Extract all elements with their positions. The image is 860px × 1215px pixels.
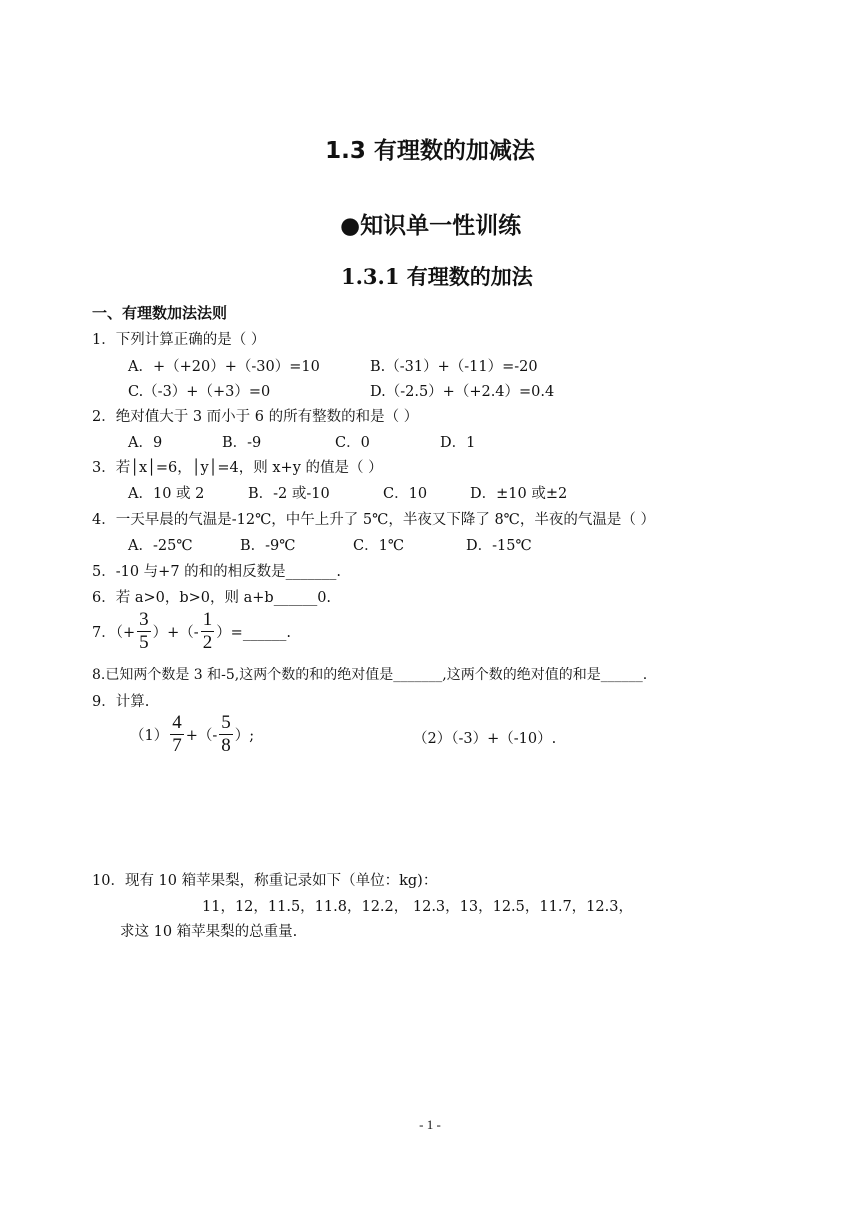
q10-question: 求这 10 箱苹果梨的总重量. <box>120 924 298 940</box>
q7-fraction-2-numerator: 1 <box>202 609 213 630</box>
question-1: 1．下列计算正确的是（ ） <box>92 332 266 348</box>
q9-fraction-1-denominator: 7 <box>172 734 182 756</box>
page-number: - 1 - <box>419 1117 441 1132</box>
q1-option-b: B.（-31）+（-11）=-20 <box>370 359 538 375</box>
page-title: 1.3 有理数的加减法 <box>325 138 535 164</box>
q9-fraction-1 <box>170 713 184 756</box>
q1-option-c: C.（-3）+（+3）=0 <box>128 384 271 400</box>
q9-part-1 <box>130 713 254 756</box>
q4-option-c: C．1℃ <box>353 538 405 554</box>
subsection-heading: 1.3.1 有理数的加法 <box>341 264 533 289</box>
q10-data: 11，12，11.5，11.8，12.2， 12.3，13，12.5，11.7，12.3， <box>202 899 633 915</box>
q4-option-b: B．-9℃ <box>240 538 296 554</box>
q7-fraction-2-denominator: 2 <box>202 631 213 653</box>
q1-option-d: D.（-2.5）+（+2.4）=0.4 <box>370 384 555 400</box>
q9-fraction-1-numerator: 4 <box>172 712 182 733</box>
question-9: 9．计算. <box>92 694 150 710</box>
q7-fraction-1 <box>137 610 151 653</box>
q1-option-a: A．+（+20）+（-30）=10 <box>128 359 320 375</box>
q3-option-a: A．10 或 2 <box>128 486 205 502</box>
q9-part-1-prefix: （1） <box>130 727 169 744</box>
q2-option-d: D．1 <box>440 435 476 451</box>
q3-option-d: D．±10 或±2 <box>470 486 568 502</box>
q9-part-2: （2）（-3）+（-10）. <box>413 731 557 747</box>
q9-fraction-2 <box>219 713 233 756</box>
q9-part-1-middle: +（- <box>185 727 218 744</box>
q2-option-a: A．9 <box>128 435 163 451</box>
question-2: 2．绝对值大于 3 而小于 6 的所有整数的和是（ ） <box>92 409 419 425</box>
section-heading: ●知识单一性训练 <box>340 213 522 239</box>
q7-middle: ）+（- <box>152 624 199 641</box>
q7-prefix: 7．（+ <box>92 624 136 641</box>
question-8: 8.已知两个数是 3 和-5,这两个数的和的绝对值是_______,这两个数的绝对值的和是______. <box>92 667 648 683</box>
q7-fraction-1-denominator: 5 <box>139 631 149 653</box>
q4-option-a: A．-25℃ <box>128 538 193 554</box>
q7-fraction-1-numerator: 3 <box>139 609 149 630</box>
q2-option-b: B．-9 <box>222 435 262 451</box>
q3-option-b: B．-2 或-10 <box>248 486 330 502</box>
q3-option-c: C．10 <box>383 486 428 502</box>
question-5: 5．-10 与+7 的和的相反数是_______. <box>92 564 342 580</box>
q9-part-1-suffix: ）; <box>234 727 255 744</box>
q4-option-d: D．-15℃ <box>466 538 532 554</box>
q2-option-c: C．0 <box>335 435 370 451</box>
q9-fraction-2-denominator: 8 <box>221 734 231 756</box>
q9-fraction-2-numerator: 5 <box>221 712 231 733</box>
question-7 <box>92 610 291 653</box>
question-10: 10．现有 10 箱苹果梨，称重记录如下（单位：kg)： <box>92 873 438 889</box>
question-6: 6．若 a>0，b>0，则 a+b______0. <box>92 590 332 606</box>
q7-fraction-2 <box>201 610 215 653</box>
question-4: 4．一天早晨的气温是-12℃，中午上升了 5℃，半夜又下降了 8℃，半夜的气温是（ ） <box>92 512 656 528</box>
q7-suffix: ）=______. <box>216 624 291 641</box>
part-heading: 一、有理数加法法则 <box>92 304 228 322</box>
question-3: 3．若│x│=6，│y│=4，则 x+y 的值是（ ） <box>92 460 383 476</box>
